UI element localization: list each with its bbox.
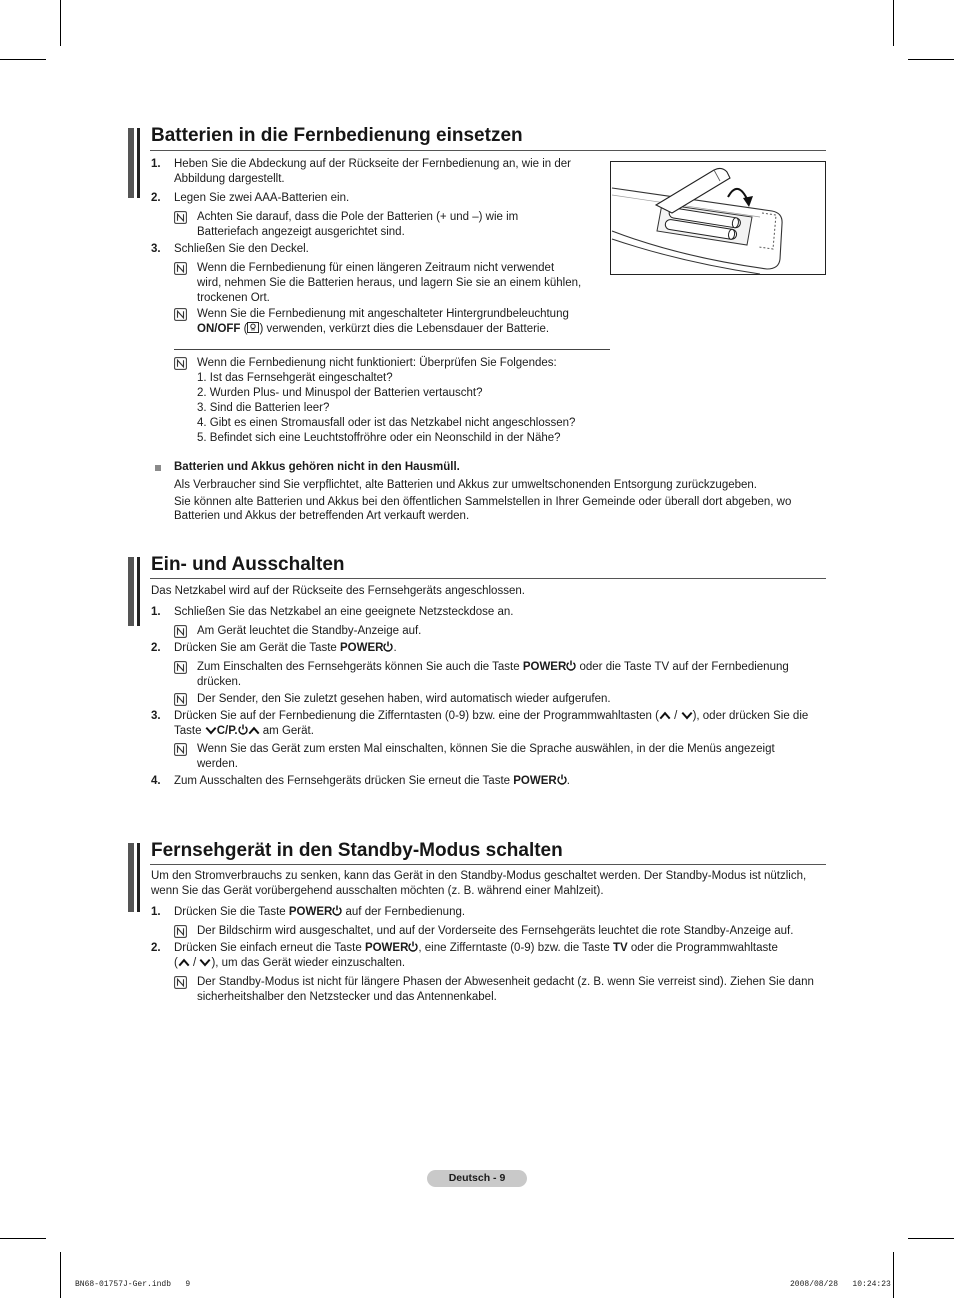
step-number: 2. (151, 192, 161, 204)
disposal-heading: Batterien und Akkus gehören nicht in den Hausmüll. (174, 461, 460, 473)
step-text: Drücken Sie die Taste POWER auf der Fernbedienung. (174, 906, 466, 918)
step-number: 1. (151, 158, 161, 170)
bullet-square (155, 465, 161, 471)
section-intro: Das Netzkabel wird auf der Rückseite des Fernsehgeräts angeschlossen. (151, 585, 525, 597)
step-text: Drücken Sie auf der Fernbedienung die Zifferntasten (0-9) bzw. eine der Programmwahltasten ( / ), oder drücken Sie die Taste C/P. am Gerät. (174, 710, 809, 737)
step-number: 4. (151, 775, 161, 787)
note-text: Wenn Sie das Gerät zum ersten Mal einschalten, können Sie die Sprache auswählen, in der die Menüs angezeigt werden. (197, 743, 775, 770)
note-text: Am Gerät leuchtet die Standby-Anzeige auf. (197, 625, 422, 637)
section-rule (150, 864, 826, 865)
chevron-up-icon (248, 726, 260, 735)
key-label: POWER (522, 661, 567, 673)
step-3 (151, 709, 851, 739)
crop-mark (893, 0, 894, 46)
step-4 (151, 774, 851, 789)
note-text: Der Bildschirm wird ausgeschaltet, und auf der Vorderseite des Fernsehgeräts leuchtet die rote Standby-Anzeige auf. (197, 925, 794, 937)
section-marker-bar (128, 843, 134, 912)
power-icon (566, 660, 576, 671)
remote-battery-illustration (610, 161, 826, 275)
note-icon (174, 262, 187, 275)
disposal-paragraph: Sie können alte Batterien und Akkus bei den öffentlichen Sammelstellen in Ihrer Gemeinde oder überall dort abgeben, wo Batterien und Akkus der betreffenden Art verkauft werden. (174, 496, 792, 522)
note (174, 924, 874, 939)
key-label: POWER (364, 942, 409, 954)
chevron-down-icon (681, 711, 693, 720)
crop-mark (893, 1252, 894, 1298)
note-icon (174, 925, 187, 938)
section-title-standby: Fernsehgerät in den Standby-Modus schalten (151, 840, 563, 861)
power-icon (238, 724, 248, 735)
note-icon (174, 357, 187, 370)
page-number-label: Deutsch - 9 (427, 1170, 527, 1187)
crop-mark (0, 1238, 46, 1239)
step-number: 2. (151, 642, 161, 654)
note-text: Achten Sie darauf, dass die Pole der Batterien (+ und –) wie im Batteriefach angezeigt ausgerichtet sind. (197, 211, 519, 238)
section-intro: Um den Stromverbrauchs zu senken, kann das Gerät in den Standby-Modus geschaltet werden. Der Standby-Modus ist nützlich, wenn Sie das Gerät vorübergehend ausschalten möchten (z. B. während einer Mahlzeit). (151, 870, 807, 897)
section-marker-bar (137, 128, 140, 198)
divider-rule (174, 349, 610, 350)
note (174, 307, 874, 337)
section-title-batteries: Batterien in die Fernbedienung einsetzen (151, 125, 523, 146)
crop-mark (0, 59, 46, 60)
step-2 (151, 941, 851, 971)
print-file-info: BN68-01757J-Ger.indb 9 (75, 1280, 191, 1289)
note (174, 660, 874, 690)
step-1 (151, 905, 851, 920)
chevron-down-icon (205, 726, 217, 735)
power-icon (383, 641, 393, 652)
crop-mark (908, 1238, 954, 1239)
note (174, 742, 874, 772)
note-icon (174, 625, 187, 638)
troubleshooting-check: 1. Ist das Fernsehgerät eingeschaltet? (197, 372, 393, 384)
section-rule (150, 150, 826, 151)
key-label: C/P. (216, 725, 238, 737)
section-title-power: Ein- und Ausschalten (151, 554, 345, 575)
troubleshooting-check: 4. Gibt es einen Stromausfall oder ist das Netzkabel nicht angeschlossen? (197, 417, 576, 429)
power-icon (332, 905, 342, 916)
power-icon (557, 774, 567, 785)
troubleshooting-check: 5. Befindet sich eine Leuchtstoffröhre oder ein Neonschild in der Nähe? (197, 432, 561, 444)
power-icon (408, 941, 418, 952)
step-number: 1. (151, 906, 161, 918)
section-rule (150, 578, 826, 579)
note-icon (174, 976, 187, 989)
note-troubleshooting (174, 356, 874, 446)
note-icon (174, 211, 187, 224)
step-text: Legen Sie zwei AAA-Batterien ein. (174, 192, 350, 204)
print-timestamp: 2008/08/28 10:24:23 (790, 1280, 891, 1289)
note (174, 692, 874, 707)
step-number: 3. (151, 243, 161, 255)
backlight-icon (247, 322, 259, 333)
step-2 (151, 641, 851, 656)
crop-mark (60, 1252, 61, 1298)
chevron-up-icon (178, 958, 190, 967)
troubleshooting-intro: Wenn die Fernbedienung nicht funktioniert: Überprüfen Sie Folgendes: (197, 357, 557, 369)
key-label: ON/OFF (197, 323, 241, 335)
note-text: Der Sender, den Sie zuletzt gesehen haben, wird automatisch wieder aufgerufen. (197, 693, 611, 705)
crop-mark (908, 59, 954, 60)
note-icon (174, 661, 187, 674)
note-text: Wenn Sie die Fernbedienung mit angeschalteter Hintergrundbeleuchtung ON/OFF ( ) verwenden, verkürzt dies die Lebensdauer der Batterie. (197, 308, 569, 335)
key-label: POWER (513, 775, 557, 787)
step-text: Drücken Sie einfach erneut die Taste POWER , eine Zifferntaste (0-9) bzw. die Taste TV oder die Programmwahltaste ( / ), um das Gerät wieder einzuschalten. (174, 942, 778, 969)
step-number: 1. (151, 606, 161, 618)
note (174, 624, 874, 639)
troubleshooting-check: 3. Sind die Batterien leer? (197, 402, 330, 414)
troubleshooting-check: 2. Wurden Plus- und Minuspol der Batterien vertauscht? (197, 387, 483, 399)
crop-mark (60, 0, 61, 46)
step-text: Zum Ausschalten des Fernsehgeräts drücken Sie erneut die Taste POWER . (174, 775, 570, 787)
step-number: 3. (151, 710, 161, 722)
step-1 (151, 605, 851, 620)
chevron-up-icon (659, 711, 671, 720)
section-marker-bar (137, 557, 140, 626)
note-icon (174, 743, 187, 756)
note-icon (174, 693, 187, 706)
step-text: Schließen Sie den Deckel. (174, 243, 309, 255)
key-label: POWER (339, 642, 384, 654)
section-marker-bar (137, 843, 140, 912)
step-text: Heben Sie die Abdeckung auf der Rückseite der Fernbedienung an, wie in der Abbildung dargestellt. (174, 158, 572, 185)
disposal-paragraph: Als Verbraucher sind Sie verpflichtet, alte Batterien und Akkus zur umweltschonenden Entsorgung zurückzugeben. (174, 479, 758, 491)
step-number: 2. (151, 942, 161, 954)
note (174, 975, 874, 1005)
note-icon (174, 308, 187, 321)
section-marker-bar (128, 557, 134, 626)
note-text: Der Standby-Modus ist nicht für längere Phasen der Abwesenheit gedacht (z. B. wenn Sie verreist sind). Ziehen Sie dann sicherheitshalber den Netzstecker und das Antennenkabel. (197, 976, 814, 1003)
section-marker-bar (128, 128, 134, 198)
note-text: Zum Einschalten des Fernsehgeräts können Sie auch die Taste POWER oder die Taste TV auf der Fernbedienung drücken. (197, 661, 789, 688)
key-label: POWER (288, 906, 333, 918)
key-label: TV (612, 942, 628, 954)
note-text: Wenn die Fernbedienung für einen längeren Zeitraum nicht verwendet wird, nehmen Sie die Batterien heraus, und lagern Sie sie an einem kühlen, trockenen Ort. (197, 262, 582, 304)
chevron-down-icon (199, 958, 211, 967)
step-text: Drücken Sie am Gerät die Taste POWER . (174, 642, 397, 654)
step-text: Schließen Sie das Netzkabel an eine geeignete Netzsteckdose an. (174, 606, 514, 618)
